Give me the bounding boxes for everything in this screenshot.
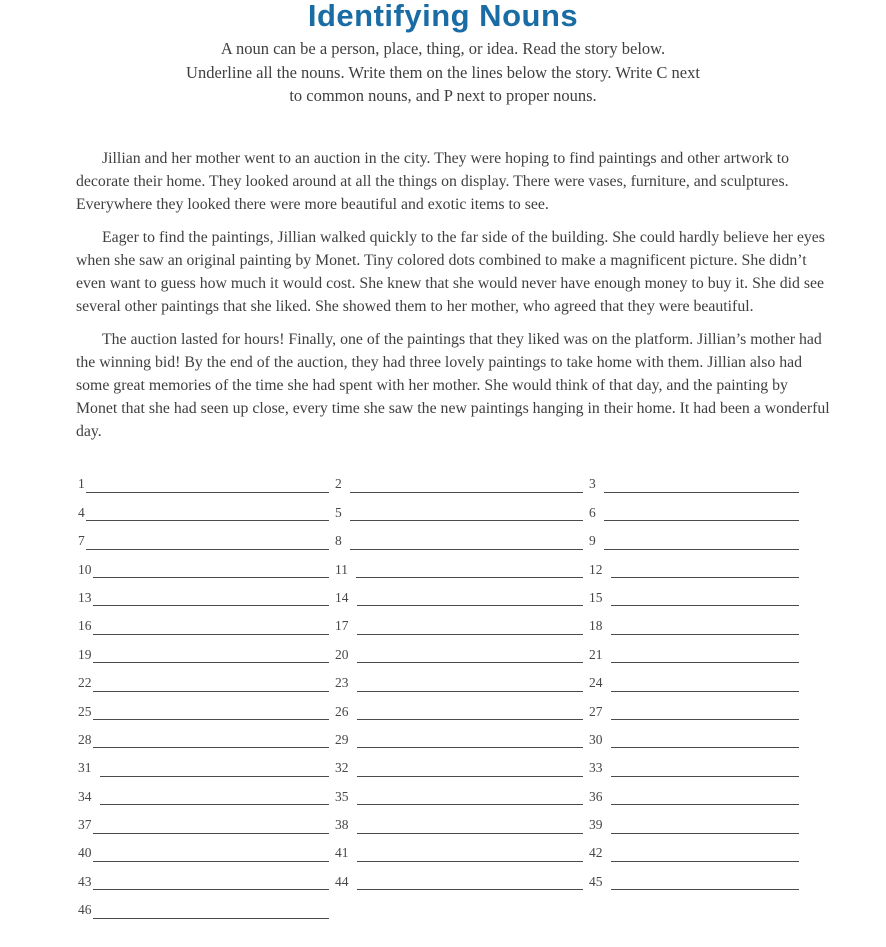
answer-blank xyxy=(78,550,335,578)
answer-blank-number: 41 xyxy=(335,845,349,861)
story-paragraph-2: Eager to find the paintings, Jillian walked quickly to the far side of the building. She could hardly believe her eyes when she saw an original painting by Monet. Tiny colored dots combined to make a magnificent picture. She didn’t even want to guess how much it would cost. She knew that she would never have enough money to buy it. She did see several other paintings that she liked. She showed them to her mother, who agreed that they were beautiful. xyxy=(76,228,825,315)
answer-blank xyxy=(589,550,805,578)
answer-blank xyxy=(335,720,589,748)
answer-blank-number: 9 xyxy=(589,533,596,549)
answer-blank xyxy=(78,493,335,521)
answer-blank-number: 1 xyxy=(78,476,85,492)
answer-blank xyxy=(589,635,805,663)
answer-blank-number: 7 xyxy=(78,533,85,549)
answer-blank xyxy=(589,834,805,862)
answer-blank xyxy=(335,834,589,862)
answer-blank-number: 31 xyxy=(78,760,92,776)
instructions-line-2: Underline all the nouns. Write them on the lines below the story. Write C next xyxy=(186,62,700,82)
answer-blank xyxy=(335,606,589,634)
answer-blank xyxy=(335,862,589,890)
answer-blank-number: 27 xyxy=(589,703,603,719)
answer-blank xyxy=(589,805,805,833)
answer-blank-number: 18 xyxy=(589,618,603,634)
answer-blank xyxy=(335,805,589,833)
answer-blank xyxy=(335,550,589,578)
answer-blank-line[interactable] xyxy=(611,889,800,890)
answer-blank xyxy=(78,606,335,634)
answer-blank-number: 12 xyxy=(589,561,603,577)
instructions-line-1: A noun can be a person, place, thing, or idea. Read the story below. xyxy=(220,39,666,58)
answer-blank xyxy=(78,862,335,890)
answer-blank xyxy=(589,692,805,720)
page-title: Identifying Nouns xyxy=(307,0,579,33)
answer-blank xyxy=(335,578,589,606)
answer-blank-number: 5 xyxy=(335,504,342,520)
answer-blank xyxy=(589,748,805,776)
answer-blank xyxy=(589,465,805,493)
answer-blank-number: 30 xyxy=(589,731,603,747)
answer-blank-number: 25 xyxy=(78,703,92,719)
answer-blank xyxy=(78,465,335,493)
answer-blank-number: 15 xyxy=(589,589,603,605)
answer-blank xyxy=(335,692,589,720)
answer-blank xyxy=(78,720,335,748)
answer-blank-number: 11 xyxy=(335,561,348,577)
answer-blank xyxy=(589,663,805,691)
answer-blank-number: 38 xyxy=(335,817,349,833)
answer-blank xyxy=(589,578,805,606)
answer-blank-number: 35 xyxy=(335,788,349,804)
answer-blank xyxy=(335,635,589,663)
answer-blank-number: 4 xyxy=(78,504,85,520)
answer-blank xyxy=(335,777,589,805)
answer-blank-number: 37 xyxy=(78,817,92,833)
answer-blank-number: 14 xyxy=(335,589,349,605)
answer-blank-number: 6 xyxy=(589,504,596,520)
answer-blank xyxy=(78,890,335,918)
answer-blank-number: 28 xyxy=(78,731,92,747)
answer-blank-number: 42 xyxy=(589,845,603,861)
answer-blank-number: 13 xyxy=(78,589,92,605)
answer-blank xyxy=(589,493,805,521)
answer-blank-number: 40 xyxy=(78,845,92,861)
answer-blank xyxy=(78,692,335,720)
answer-blank xyxy=(78,777,335,805)
instructions-line-3: to common nouns, and P next to proper nouns. xyxy=(289,86,597,105)
answer-blank xyxy=(589,862,805,890)
answer-blank xyxy=(335,748,589,776)
answer-blank xyxy=(589,521,805,549)
answer-blank xyxy=(335,663,589,691)
answer-blank-number: 36 xyxy=(589,788,603,804)
answer-blank-number: 46 xyxy=(78,902,92,918)
answer-blank xyxy=(589,606,805,634)
answer-lines xyxy=(78,465,805,919)
answer-blank xyxy=(78,748,335,776)
answer-blank-line[interactable] xyxy=(93,918,330,919)
answer-blank xyxy=(335,493,589,521)
answer-blank xyxy=(78,521,335,549)
story-paragraph-1: Jillian and her mother went to an auction in the city. They were hoping to find paintings and other artwork to decorate their home. They looked around at all the things on display. There were vases, furniture, and sculptures. Everywhere they looked there were more beautiful and exotic items to see. xyxy=(76,149,789,213)
answer-blank-number: 8 xyxy=(335,533,342,549)
answer-blank-number: 20 xyxy=(335,646,349,662)
answer-blank-number: 45 xyxy=(589,873,603,889)
answer-blank-number: 3 xyxy=(589,476,596,492)
answer-blank xyxy=(78,805,335,833)
answer-blank-number: 29 xyxy=(335,731,349,747)
answer-blank-number: 39 xyxy=(589,817,603,833)
answer-blank-number: 21 xyxy=(589,646,603,662)
answer-blank-number: 43 xyxy=(78,873,92,889)
answer-blank-number: 34 xyxy=(78,788,92,804)
answer-blank-number: 26 xyxy=(335,703,349,719)
answer-blank-number: 19 xyxy=(78,646,92,662)
answer-blank xyxy=(78,578,335,606)
answer-blank xyxy=(589,777,805,805)
answer-blank-number: 2 xyxy=(335,476,342,492)
answer-blank xyxy=(78,834,335,862)
answer-blank-number: 17 xyxy=(335,618,349,634)
answer-blank-line[interactable] xyxy=(357,889,584,890)
answer-blank xyxy=(335,465,589,493)
answer-blank-number: 32 xyxy=(335,760,349,776)
answer-blank-number: 10 xyxy=(78,561,92,577)
answer-blank xyxy=(589,720,805,748)
instructions xyxy=(0,37,886,108)
answer-blank-number: 23 xyxy=(335,675,349,691)
answer-blank-number: 44 xyxy=(335,873,349,889)
story-paragraph-3: The auction lasted for hours! Finally, one of the paintings that they liked was on the platform. Jillian’s mother had the winning bid! By the end of the auction, they had three lovely paintings to take home with them. Jillian also had some great memories of the time she had spent with her mother. She would think of that day, and the painting by Monet that she had seen up close, every time she saw the new paintings hanging in their home. It had been a wonderful day. xyxy=(76,330,830,440)
answer-blank-number: 33 xyxy=(589,760,603,776)
answer-blank xyxy=(335,521,589,549)
answer-blank-number: 24 xyxy=(589,675,603,691)
story-text xyxy=(76,147,830,443)
answer-blank xyxy=(78,635,335,663)
answer-blank-number: 22 xyxy=(78,675,92,691)
answer-blank xyxy=(78,663,335,691)
answer-blank-number: 16 xyxy=(78,618,92,634)
